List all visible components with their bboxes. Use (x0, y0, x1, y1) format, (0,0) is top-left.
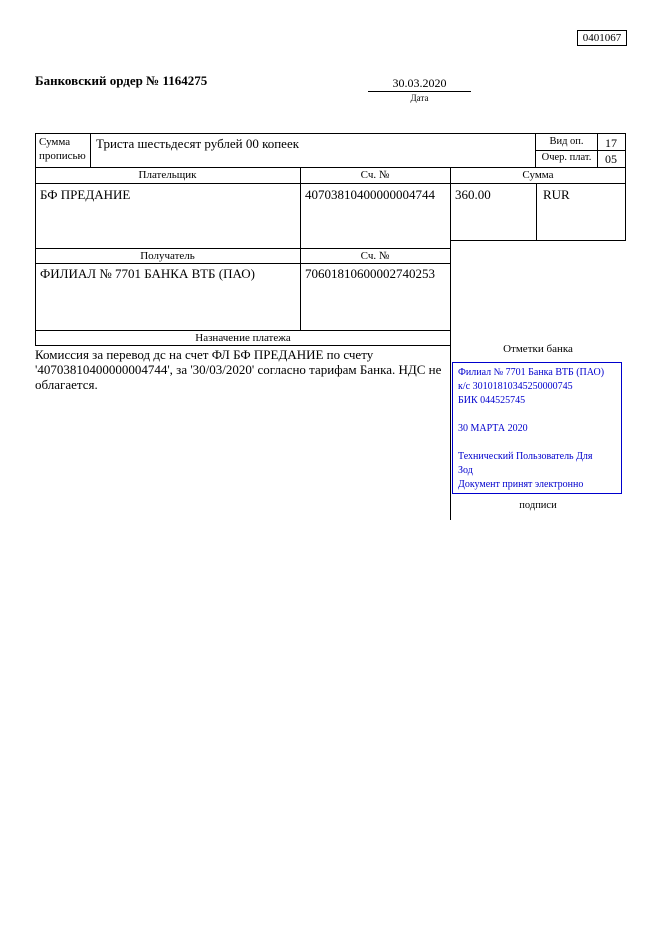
payee-name: ФИЛИАЛ № 7701 БАНКА ВТБ (ПАО) (40, 266, 255, 281)
amount-in-words-label-line1: Сумма (39, 136, 71, 148)
payer-section-label: Плательщик (138, 169, 197, 181)
bank-stamp (452, 362, 622, 494)
amount-value: 360.00 (455, 187, 491, 202)
stamp-line: к/с 30101810345250000745 (458, 381, 573, 392)
payment-priority-value: 05 (605, 152, 617, 166)
stamp-line: Филиал № 7701 Банка ВТБ (ПАО) (458, 367, 605, 378)
date-label: Дата (410, 93, 429, 103)
currency-code: RUR (543, 187, 570, 202)
table-line (35, 248, 451, 249)
date-underline (368, 91, 471, 92)
purpose-text: Комиссия за перевод дс на счет ФЛ БФ ПРЕДАНИЕ по счету '40703810400000004744', за '30/03/2020' согласно тарифам Банка. НДС не облагается. (35, 347, 442, 392)
stamp-line: Зод (458, 465, 473, 476)
operation-type-label: Вид оп. (549, 136, 584, 147)
table-line (90, 133, 91, 167)
signatures-label: подписи (519, 500, 557, 511)
stamp-line: Документ принят электронно (458, 479, 584, 490)
date-value: 30.03.2020 (392, 76, 447, 90)
operation-type-value: 17 (605, 136, 617, 150)
payee-account-label: Сч. № (360, 250, 390, 262)
amount-column-label: Сумма (522, 169, 554, 181)
form-code-box: 0401067 (577, 30, 627, 46)
bank-marks-section-label: Отметки банка (503, 343, 573, 355)
stamp-line (458, 408, 616, 422)
table-line (35, 133, 36, 346)
table-line (35, 345, 451, 346)
amount-in-words-label-line2: прописью (39, 150, 86, 162)
payer-account-number: 40703810400000004744 (305, 187, 435, 202)
document-title: Банковский ордер № 1164275 (35, 73, 208, 88)
table-line (625, 133, 626, 241)
payee-section-label: Получатель (140, 250, 195, 262)
table-line (35, 330, 451, 331)
stamp-line: Технический Пользователь Для (458, 451, 593, 462)
table-line (35, 167, 626, 168)
payer-name: БФ ПРЕДАНИЕ (40, 187, 131, 202)
purpose-section-label: Назначение платежа (195, 332, 291, 344)
table-line (536, 183, 537, 241)
stamp-line: БИК 044525745 (458, 395, 526, 406)
stamp-line (458, 436, 616, 450)
payee-account-number: 70601810600002740253 (305, 266, 435, 281)
payer-account-label: Сч. № (360, 169, 390, 181)
table-line (300, 167, 301, 331)
table-line (450, 240, 626, 241)
table-line (35, 133, 626, 134)
payment-priority-label: Очер. плат. (541, 152, 592, 163)
table-line (35, 263, 451, 264)
table-line (35, 183, 626, 184)
stamp-line: 30 МАРТА 2020 (458, 423, 528, 434)
amount-in-words: Триста шестьдесят рублей 00 копеек (96, 136, 300, 151)
